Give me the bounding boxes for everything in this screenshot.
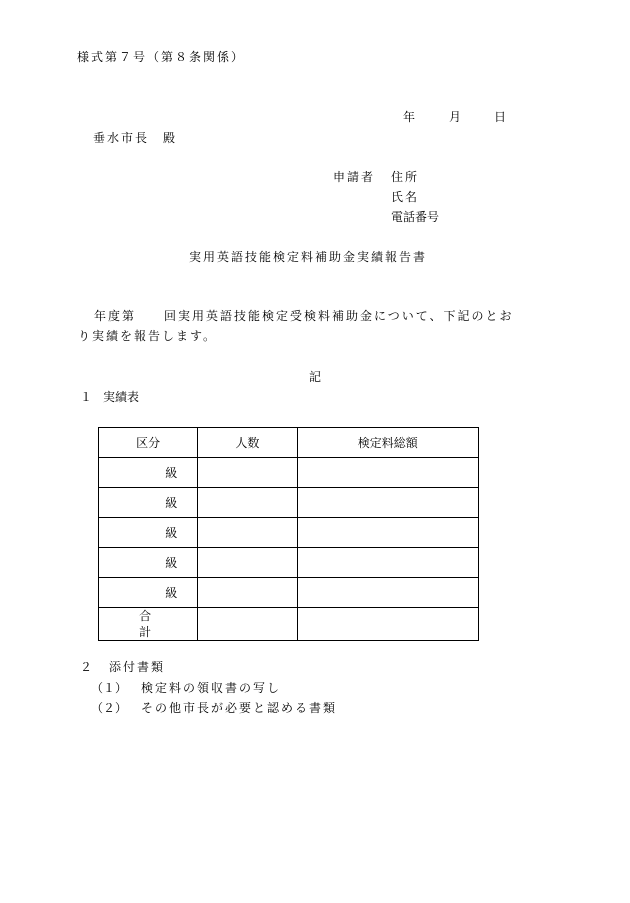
total-label-cell: 合 計 — [99, 608, 198, 641]
section1-number: １ — [80, 390, 93, 404]
header-category: 区分 — [99, 428, 198, 458]
table-total-row — [99, 608, 479, 641]
header-total-fee: 検定料総額 — [297, 428, 479, 458]
fee-cell — [297, 578, 479, 608]
table-row — [99, 548, 479, 578]
applicant-address-label: 住所 — [391, 170, 420, 184]
ki-heading: 記 — [309, 370, 322, 384]
form-number: 様式第７号（第８条関係） — [77, 50, 246, 64]
count-cell — [198, 518, 297, 548]
section1-heading: 実績表 — [103, 390, 140, 404]
fee-cell — [297, 518, 479, 548]
body-text-line2: り実績を報告します。 — [78, 329, 218, 343]
applicant-label: 申請者 — [333, 170, 376, 184]
date-year-label: 年 — [403, 110, 416, 124]
count-cell — [198, 458, 297, 488]
header-count: 人数 — [198, 428, 297, 458]
count-cell — [198, 488, 297, 518]
table-header-row — [99, 428, 479, 458]
fee-cell — [297, 548, 479, 578]
grade-cell: 級 — [99, 578, 198, 608]
grade-cell: 級 — [99, 488, 198, 518]
grade-cell: 級 — [99, 548, 198, 578]
attachment-1-number: （１） — [91, 681, 128, 695]
table-row — [99, 458, 479, 488]
count-cell — [198, 578, 297, 608]
results-table — [98, 427, 479, 641]
applicant-phone-label: 電話番号 — [391, 210, 440, 224]
attachment-2-number: （２） — [91, 701, 128, 715]
attachment-2-text: その他市長が必要と認める書類 — [141, 701, 338, 715]
applicant-name-label: 氏名 — [391, 190, 420, 204]
table-row — [99, 578, 479, 608]
section2-heading: 添付書類 — [109, 660, 166, 674]
table-row — [99, 488, 479, 518]
grade-cell: 級 — [99, 458, 198, 488]
fee-cell — [297, 488, 479, 518]
fee-cell — [297, 458, 479, 488]
total-count-cell — [198, 608, 297, 641]
count-cell — [198, 548, 297, 578]
total-fee-cell — [297, 608, 479, 641]
date-month-label: 月 — [449, 110, 462, 124]
attachment-1-text: 検定料の領収書の写し — [141, 681, 282, 695]
document-title: 実用英語技能検定料補助金実績報告書 — [189, 250, 428, 264]
grade-cell: 級 — [99, 518, 198, 548]
addressee: 垂水市長 殿 — [93, 131, 178, 145]
table-row — [99, 518, 479, 548]
body-text-line1: 年度第 回実用英語技能検定受検料補助金について、下記のとお — [94, 309, 514, 323]
date-day-label: 日 — [494, 110, 507, 124]
section2-number: ２ — [80, 660, 93, 674]
